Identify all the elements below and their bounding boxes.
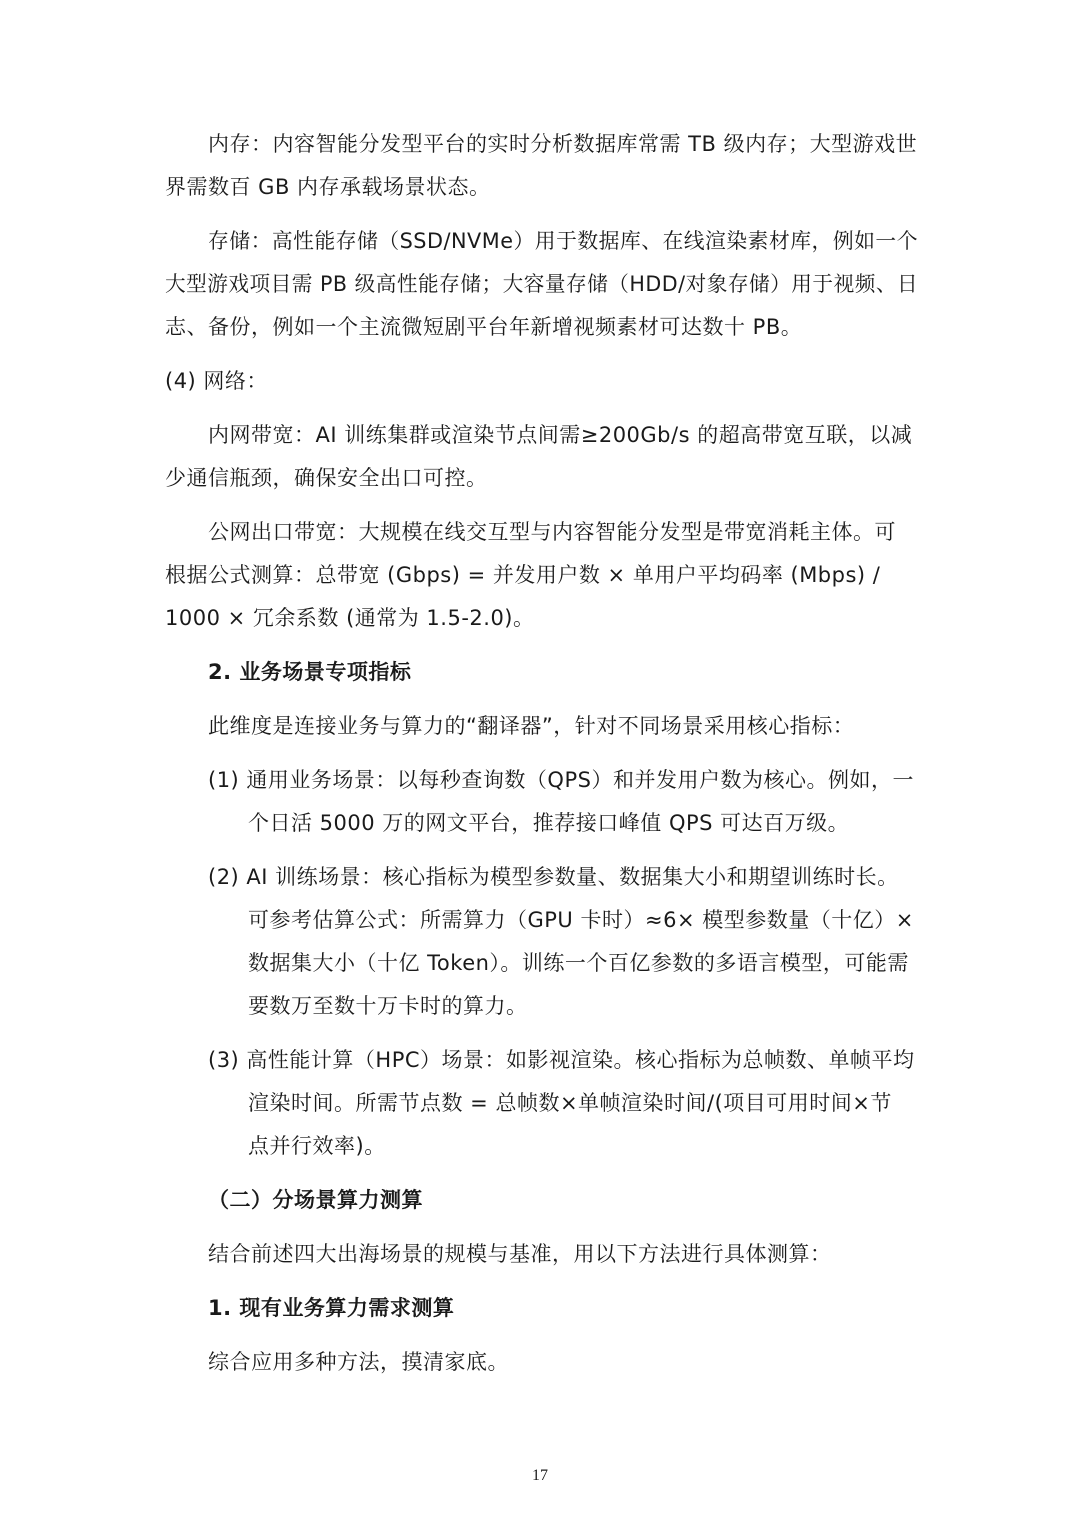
paragraph-memory-line-2: 界需数百 GB 内存承载场景状态。	[165, 175, 491, 199]
list-item-3-line-2: 渲染时间。所需节点数 = 总帧数×单帧渲染时间/(项目可用时间×节	[248, 1091, 892, 1115]
list-item-3-line-1: (3) 高性能计算（HPC）场景：如影视渲染。核心指标为总帧数、单帧平均	[208, 1048, 915, 1072]
paragraph-storage-line-2: 大型游戏项目需 PB 级高性能存储；大容量存储（HDD/对象存储）用于视频、日	[165, 272, 919, 296]
subsection-2-intro: 结合前述四大出海场景的规模与基准，用以下方法进行具体测算：	[208, 1242, 832, 1266]
subsection-heading-2: （二）分场景算力测算	[208, 1188, 423, 1212]
section-1-intro: 综合应用多种方法，摸清家底。	[208, 1350, 509, 1374]
network-heading: (4) 网络：	[165, 369, 268, 393]
paragraph-egress-line-3: 1000 × 冗余系数 (通常为 1.5-2.0)。	[165, 606, 535, 630]
paragraph-intranet-line-1: 内网带宽：AI 训练集群或渲染节点间需≥200Gb/s 的超高带宽互联，以减	[208, 423, 913, 447]
list-item-2-line-2: 可参考估算公式：所需算力（GPU 卡时）≈6× 模型参数量（十亿）×	[248, 908, 914, 932]
list-item-2-line-3: 数据集大小（十亿 Token）。训练一个百亿参数的多语言模型，可能需	[248, 951, 909, 975]
paragraph-storage-line-1: 存储：高性能存储（SSD/NVMe）用于数据库、在线渲染素材库，例如一个	[208, 229, 919, 253]
section-2-intro: 此维度是连接业务与算力的“翻译器”，针对不同场景采用核心指标：	[208, 714, 855, 738]
list-item-3-line-3: 点并行效率)。	[248, 1134, 386, 1158]
list-item-1-line-1: (1) 通用业务场景：以每秒查询数（QPS）和并发用户数为核心。例如，一	[208, 768, 914, 792]
paragraph-storage-line-3: 志、备份，例如一个主流微短剧平台年新增视频素材可达数十 PB。	[165, 315, 803, 339]
page-number: 17	[532, 1467, 548, 1484]
section-heading-1: 1. 现有业务算力需求测算	[208, 1296, 455, 1320]
list-item-2-line-1: (2) AI 训练场景：核心指标为模型参数量、数据集大小和期望训练时长。	[208, 865, 899, 889]
section-heading-2: 2. 业务场景专项指标	[208, 660, 412, 684]
paragraph-egress-line-2: 根据公式测算：总带宽 (Gbps) = 并发用户数 × 单用户平均码率 (Mbps) /	[165, 563, 881, 587]
list-item-1-line-2: 个日活 5000 万的网文平台，推荐接口峰值 QPS 可达百万级。	[248, 811, 850, 835]
list-item-2-line-4: 要数万至数十万卡时的算力。	[248, 994, 528, 1018]
paragraph-memory-line-1: 内存：内容智能分发型平台的实时分析数据库常需 TB 级内存；大型游戏世	[208, 132, 918, 156]
paragraph-egress-line-1: 公网出口带宽：大规模在线交互型与内容智能分发型是带宽消耗主体。可	[208, 520, 896, 544]
paragraph-intranet-line-2: 少通信瓶颈，确保安全出口可控。	[165, 466, 488, 490]
